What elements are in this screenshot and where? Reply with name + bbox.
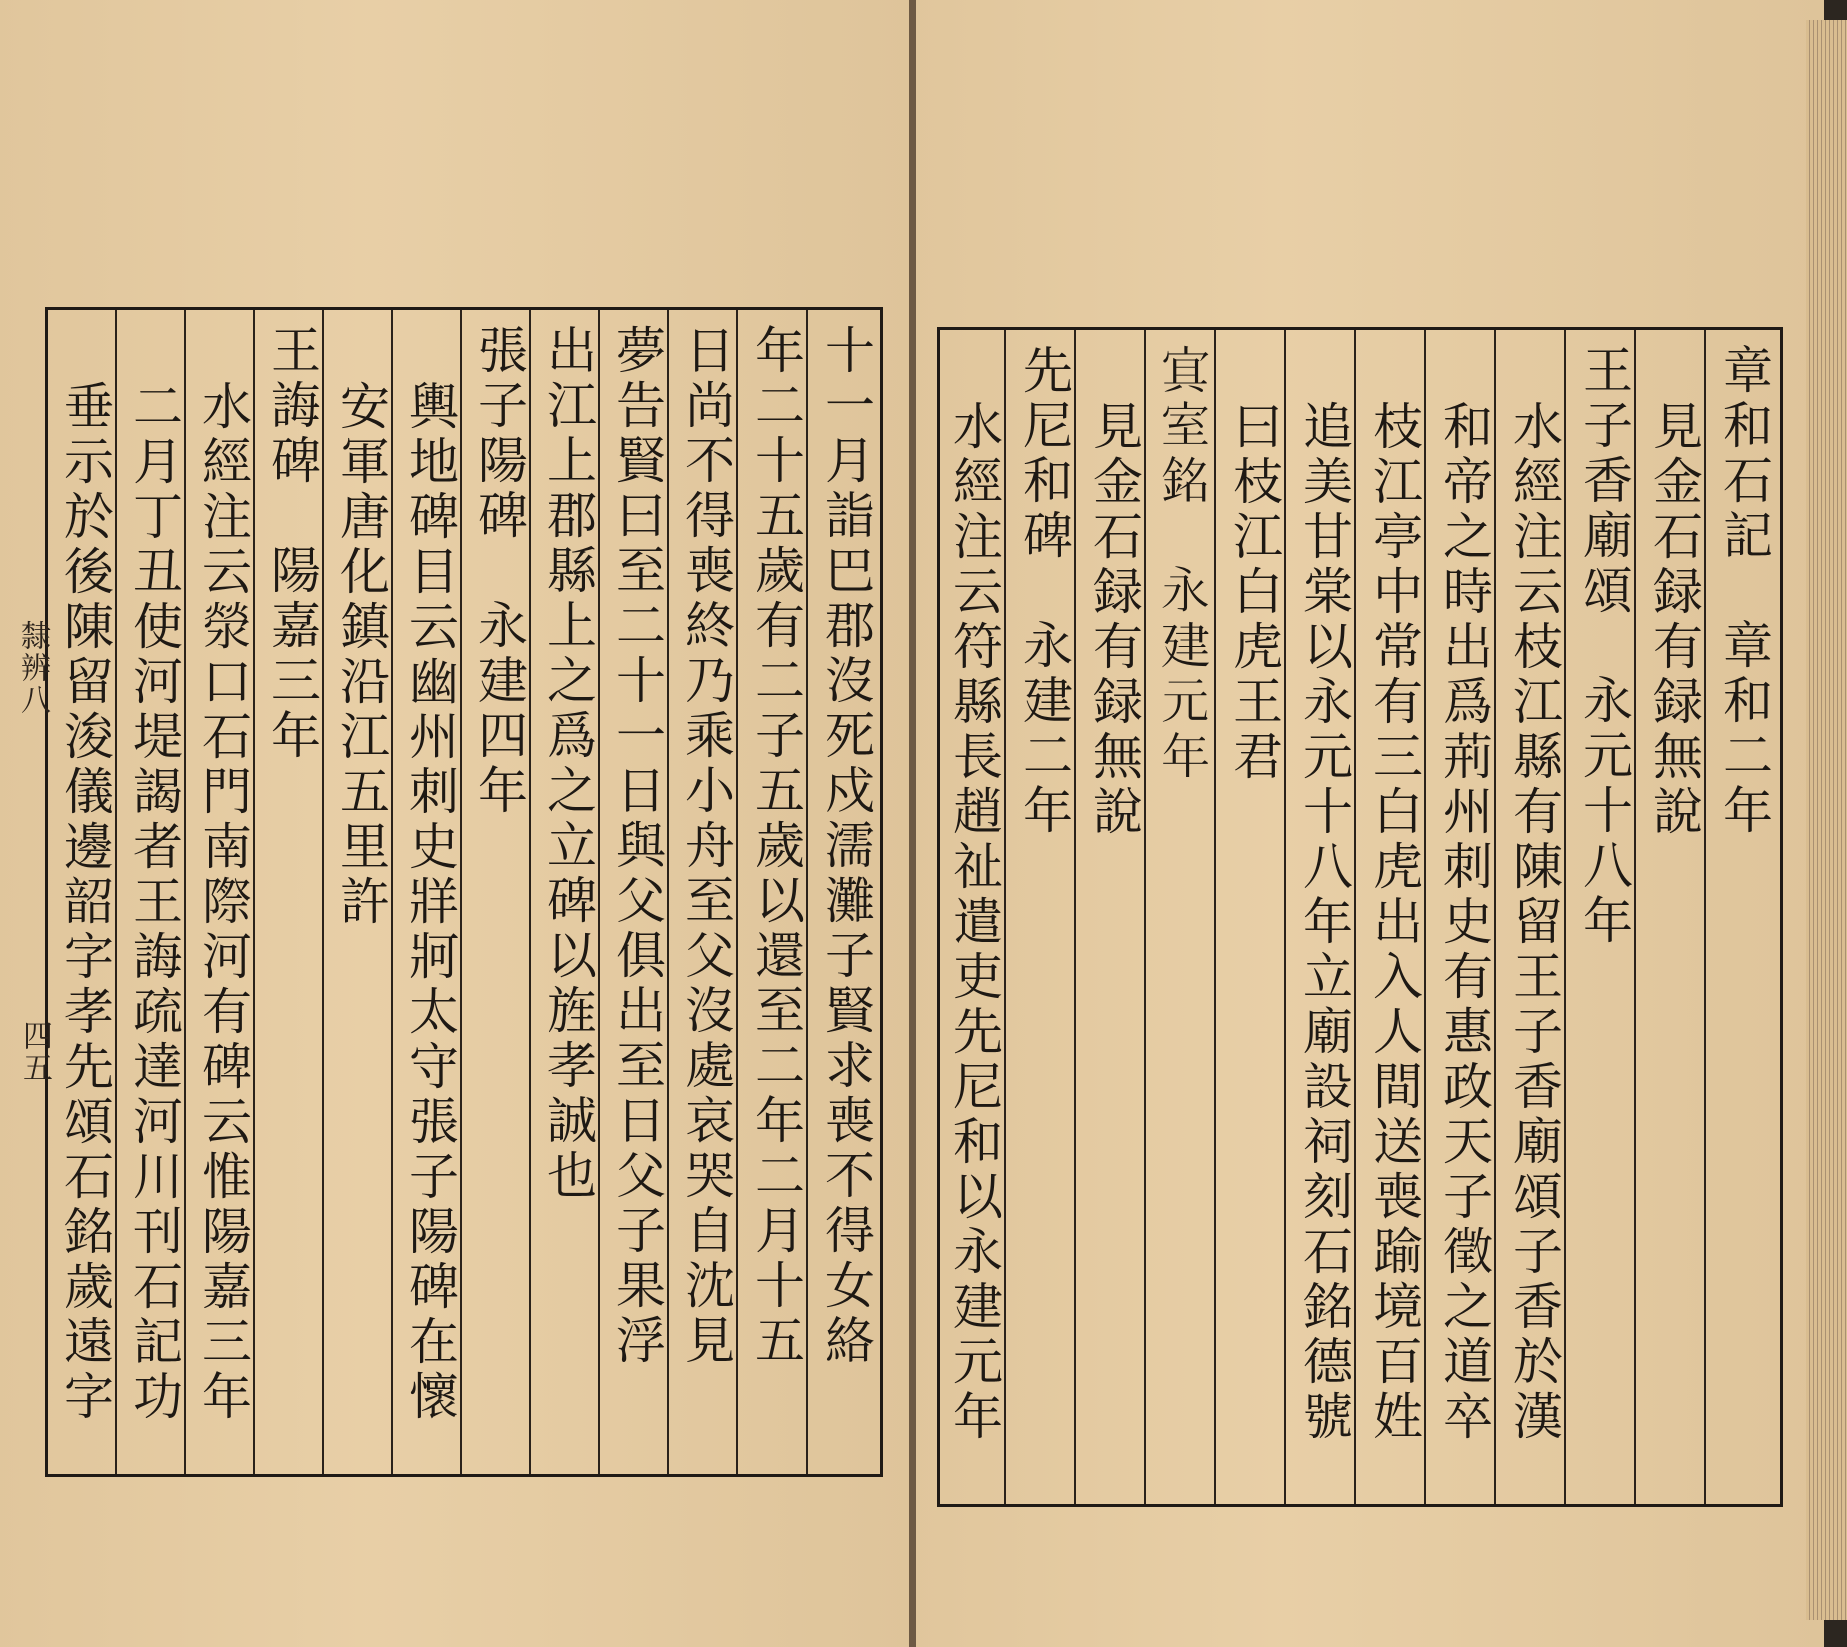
right-page [916, 0, 1824, 1647]
text-column-heading: 𡨋室銘 永建元年 [1155, 344, 1213, 784]
text-column: 見金石録有録無說 [1645, 400, 1703, 840]
text-column: 和帝之時出爲荊州刺史有惠政天子徵之道卒 [1435, 400, 1493, 1445]
text-column: 十一月詣巴郡沒死戍濡灘子賢求喪不得女絡 [817, 324, 875, 1369]
margin-folio: 四五 [17, 1020, 52, 1084]
column-rule [1004, 330, 1006, 1504]
text-column-heading: 先尼和碑 永建二年 [1015, 344, 1073, 839]
column-rule [806, 310, 808, 1474]
column-rule [184, 310, 186, 1474]
margin-title: 隸辨八 [15, 620, 50, 716]
text-column: 夢告賢曰至二十一日與父俱出至日父子果浮 [608, 324, 666, 1369]
text-column-heading: 張子陽碑 永建四年 [470, 324, 528, 819]
text-column: 垂示於後陳留浚儀邊韶字孝先頌石銘歲遠字 [56, 380, 114, 1425]
text-column: 二月丁丑使河堤謁者王誨疏達河川刊石記功 [125, 380, 183, 1425]
column-rule [1214, 330, 1216, 1504]
column-rule [598, 310, 600, 1474]
text-column: 水經注云枝江縣有陳留王子香廟頌子香於漢 [1505, 400, 1563, 1445]
column-rule [529, 310, 531, 1474]
column-rule [1494, 330, 1496, 1504]
column-rule [115, 310, 117, 1474]
text-column: 出江上郡縣上之爲之立碑以旌孝誠也 [539, 324, 597, 1204]
left-page [0, 0, 916, 1647]
text-column: 水經注云滎口石門南際河有碑云惟陽嘉三年 [194, 380, 252, 1425]
left-text-frame [45, 307, 883, 1477]
column-rule [1704, 330, 1706, 1504]
column-rule [391, 310, 393, 1474]
column-rule [1354, 330, 1356, 1504]
column-rule [322, 310, 324, 1474]
column-rule [736, 310, 738, 1474]
text-column-heading: 章和石記 章和二年 [1715, 344, 1773, 839]
text-column: 枝江亭中常有三白虎出入人間送喪踰境百姓 [1365, 400, 1423, 1445]
column-rule [1144, 330, 1146, 1504]
text-column: 安軍唐化鎮沿江五里許 [332, 380, 390, 930]
column-rule [1634, 330, 1636, 1504]
text-column: 日尚不得喪終乃乘小舟至父沒處哀哭自沈見 [677, 324, 735, 1369]
text-column: 見金石録有録無說 [1085, 400, 1143, 840]
column-rule [1424, 330, 1426, 1504]
text-column: 輿地碑目云幽州刺史牂牁太守張子陽碑在懷 [401, 380, 459, 1425]
text-column: 曰枝江白虎王君 [1225, 400, 1283, 785]
column-rule [1564, 330, 1566, 1504]
right-text-frame [937, 327, 1783, 1507]
text-column-heading: 王子香廟頌 永元十八年 [1575, 344, 1633, 949]
column-rule [1074, 330, 1076, 1504]
column-rule [253, 310, 255, 1474]
text-column: 年二十五歲有二子五歲以還至二年二月十五 [747, 324, 805, 1369]
page-edges [1806, 20, 1847, 1620]
column-rule [667, 310, 669, 1474]
text-column-heading: 王誨碑 陽嘉三年 [263, 324, 321, 764]
text-column: 水經注云符縣長趙祉遣吏先尼和以永建元年 [945, 400, 1003, 1445]
column-rule [1284, 330, 1286, 1504]
column-rule [460, 310, 462, 1474]
text-column: 追美甘棠以永元十八年立廟設祠刻石銘德號 [1295, 400, 1353, 1445]
